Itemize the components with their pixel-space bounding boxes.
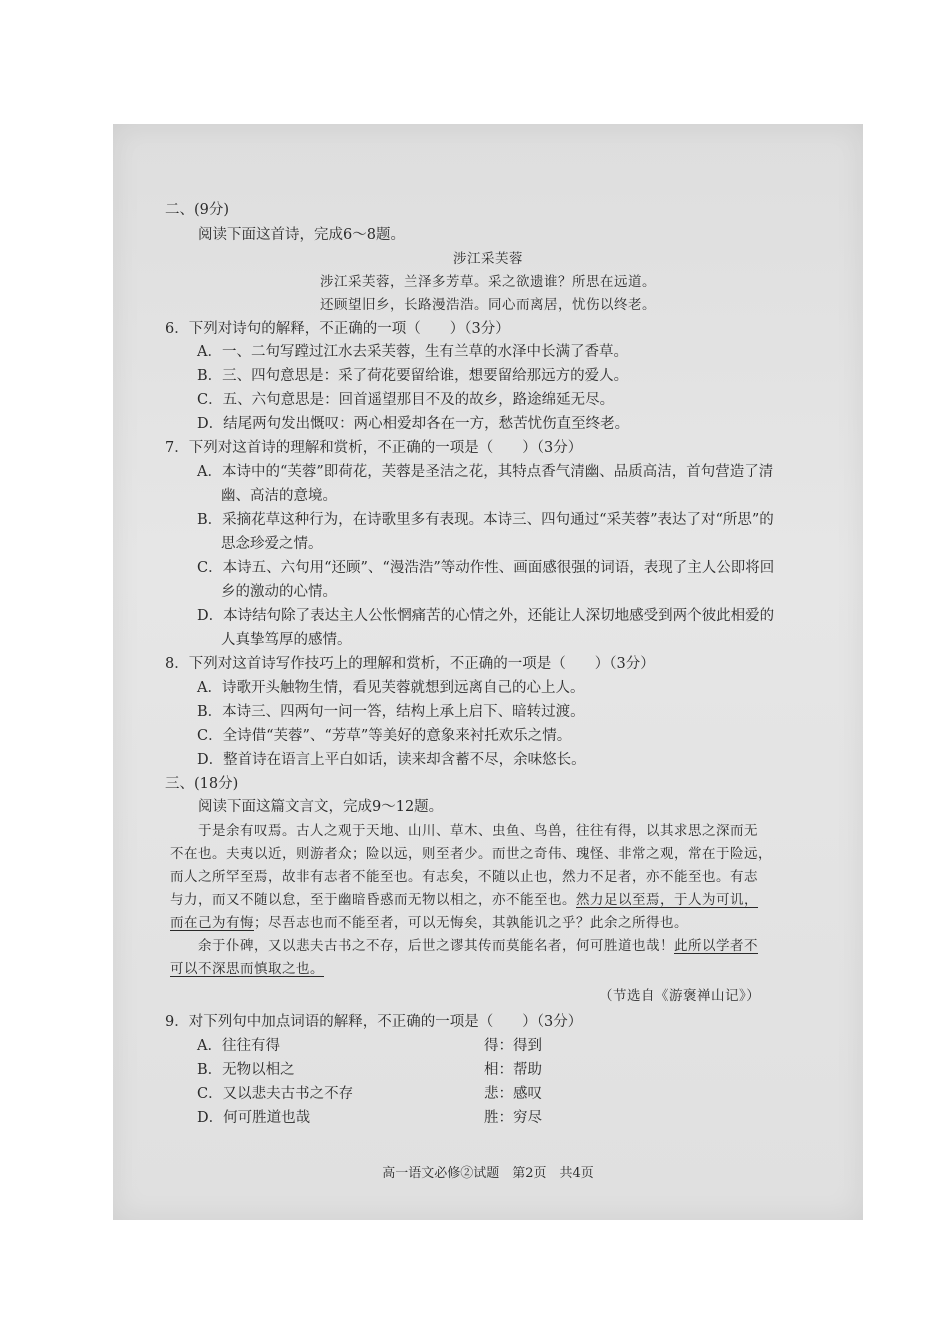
q9-option-gloss: 胜：穷尽: [484, 1110, 542, 1126]
poem-line: 涉江采芙蓉，兰泽多芳草。采之欲遗谁？所思在远道。: [320, 274, 656, 290]
passage-line: 而人之所罕至焉，故非有志者不能至也。有志矣，不随以止也，然力不足者，亦不能至也。有志: [170, 869, 758, 885]
q7-option-b-cont: 思念珍爱之情。: [221, 536, 323, 552]
passage-source: （节选自《游褒禅山记》）: [599, 988, 761, 1004]
q7-option-b: B．采摘花草这种行为，在诗歌里多有表现。本诗三、四句通过“采芙蓉”表达了对“所思”的: [197, 512, 774, 528]
poem-title: 涉江采芙蓉: [453, 251, 523, 267]
passage-line: 于是余有叹焉。古人之观于天地、山川、草木、虫鱼、鸟兽，往往有得，以其求思之深而无: [198, 823, 758, 839]
underlined-sentence: 而在己为有悔: [170, 915, 254, 931]
section-2-header: 二、(9分): [165, 202, 230, 218]
q9-option-phrase: B．无物以相之: [197, 1062, 295, 1078]
q9-option-gloss: 相：帮助: [484, 1062, 542, 1078]
passage-line: [198, 936, 758, 956]
section-3-header: 三、(18分): [165, 776, 239, 792]
q9-stem: 9．对下列句中加点词语的解释，不正确的一项是（ ）（3分）: [165, 1014, 583, 1030]
section-3-intro: 阅读下面这篇文言文，完成9～12题。: [198, 799, 444, 815]
q6-stem: 6．下列对诗句的解释，不正确的一项（ ）（3分）: [165, 321, 510, 337]
passage-line: [170, 890, 758, 910]
passage-text: ；尽吾志也而不能至者，可以无悔矣，其孰能讥之乎？此余之所得也。: [254, 915, 688, 931]
q7-option-a: A．本诗中的“芙蓉”即荷花，芙蓉是圣洁之花，其特点香气清幽、品质高洁，首句营造了清: [197, 464, 774, 480]
underlined-sentence: 然力足以至焉，于人为可讥，: [576, 892, 758, 908]
passage-text: 与力，而又不随以怠，至于幽暗昏惑而无物以相之，亦不能至也。: [170, 892, 576, 908]
q8-option-b: B．本诗三、四两句一问一答，结构上承上启下、暗转过渡。: [197, 704, 585, 720]
underlined-sentence: 此所以学者不: [674, 938, 758, 954]
poem-line: 还顾望旧乡，长路漫浩浩。同心而离居，忧伤以终老。: [320, 297, 656, 313]
q6-option-a: A．一、二句写蹚过江水去采芙蓉，生有兰草的水泽中长满了香草。: [197, 344, 628, 360]
q8-stem: 8．下列对这首诗写作技巧上的理解和赏析，不正确的一项是（ ）（3分）: [165, 656, 655, 672]
passage-text: 余于仆碑，又以悲夫古书之不存，后世之谬其传而莫能名者，何可胜道也哉！: [198, 938, 674, 954]
q6-option-c: C．五、六句意思是：回首遥望那目不及的故乡，路途绵延无尽。: [197, 392, 615, 408]
q8-option-c: C．全诗借“芙蓉”、“芳草”等美好的意象来衬托欢乐之情。: [197, 728, 572, 744]
q7-option-c-cont: 乡的激动的心情。: [221, 584, 337, 600]
underlined-sentence: 可以不深思而慎取之也。: [170, 961, 324, 977]
q8-option-d: D．整首诗在语言上平白如话，读来却含蓄不尽，余味悠长。: [197, 752, 586, 768]
q6-option-d: D．结尾两句发出慨叹：两心相爱却各在一方，愁苦忧伤直至终老。: [197, 416, 630, 432]
q8-option-a: A．诗歌开头触物生情，看见芙蓉就想到远离自己的心上人。: [197, 680, 585, 696]
q9-option-phrase: D．何可胜道也哉: [197, 1110, 311, 1126]
q9-option-gloss: 悲：感叹: [484, 1086, 542, 1102]
q7-option-a-cont: 幽、高洁的意境。: [221, 488, 337, 504]
q9-option-phrase: A．往往有得: [197, 1038, 280, 1054]
section-2-intro: 阅读下面这首诗，完成6～8题。: [198, 227, 405, 243]
q7-option-c: C．本诗五、六句用“还顾”、“漫浩浩”等动作性、画面感很强的词语，表现了主人公即将回: [197, 560, 775, 576]
q7-option-d-cont: 人真挚笃厚的感情。: [221, 632, 352, 648]
passage-line: 不在也。夫夷以近，则游者众；险以远，则至者少。而世之奇伟、瑰怪、非常之观，常在于险远，: [170, 846, 772, 862]
q7-stem: 7．下列对这首诗的理解和赏析，不正确的一项是（ ）（3分）: [165, 440, 583, 456]
q6-option-b: B．三、四句意思是：采了荷花要留给谁，想要留给那远方的爱人。: [197, 368, 629, 384]
q7-option-d: D．本诗结句除了表达主人公怅惘痛苦的心情之外，还能让人深切地感受到两个彼此相爱的: [197, 608, 775, 624]
q9-option-phrase: C．又以悲夫古书之不存: [197, 1086, 354, 1102]
passage-line: [170, 913, 688, 933]
page-footer: 高一语文必修②试题 第2页 共4页: [382, 1166, 594, 1181]
exam-sheet: [113, 124, 863, 1220]
q9-option-gloss: 得：得到: [484, 1038, 542, 1054]
